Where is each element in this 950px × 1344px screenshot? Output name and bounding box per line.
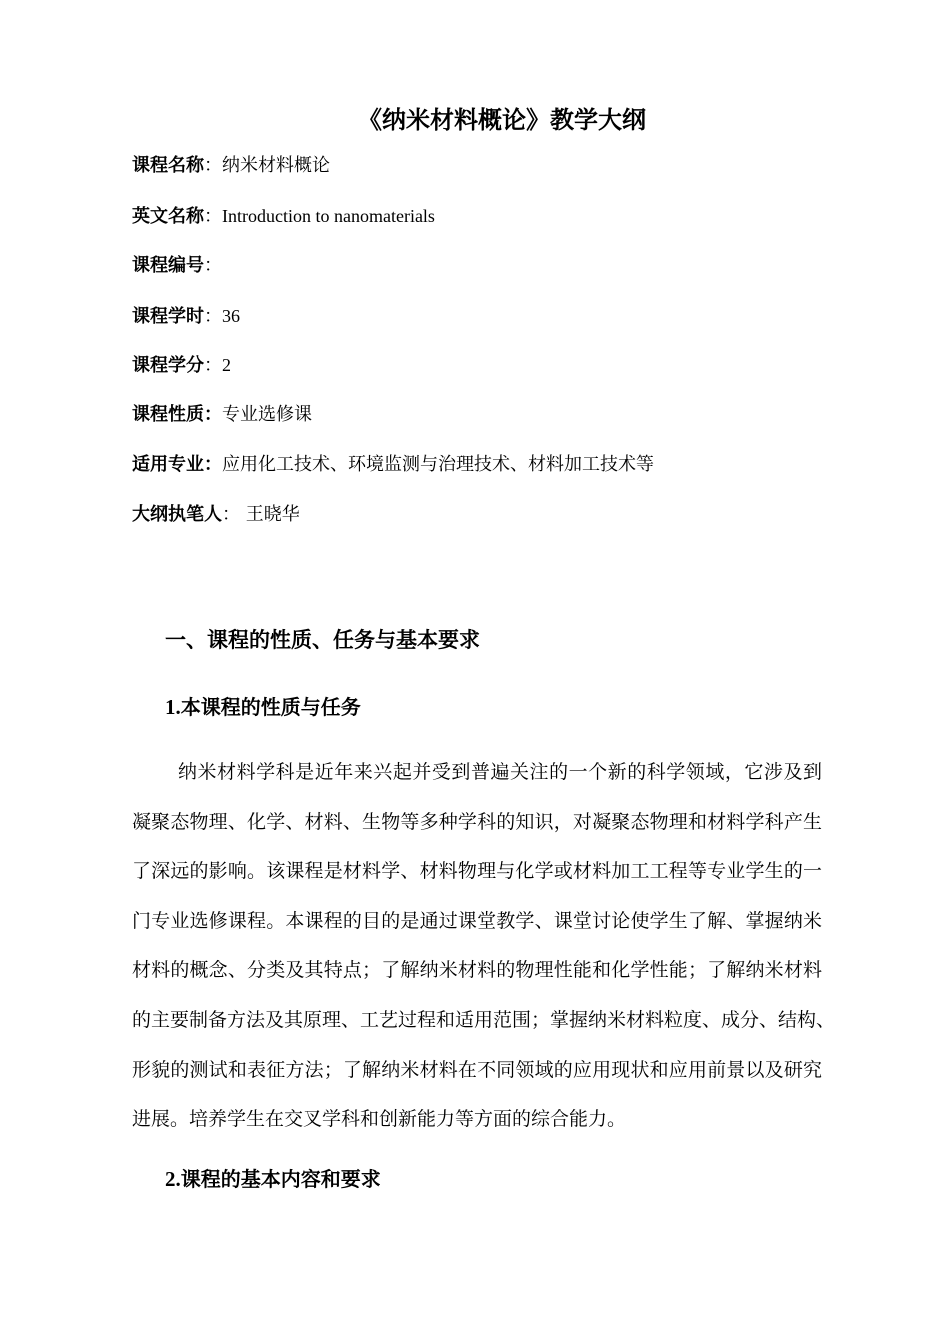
meta-value: 王晓华 [240, 504, 300, 525]
meta-key: 课程学分 [132, 355, 204, 376]
paragraph-line: 凝聚态物理、化学、材料、生物等多种学科的知识，对凝聚态物理和材料学科产生 [132, 810, 822, 833]
meta-separator: ： [204, 404, 222, 425]
subsection-heading-basic-content [165, 1163, 381, 1192]
meta-key: 英文名称 [132, 206, 204, 227]
page-title: 《纳米材料概论》教学大纲 [358, 106, 646, 134]
meta-value: 应用化工技术、环境监测与治理技术、材料加工技术等 [222, 454, 654, 475]
subsection-heading-nature-and-tasks [165, 691, 361, 720]
body-paragraph [132, 748, 836, 1145]
meta-value: 2 [222, 355, 231, 375]
meta-row-course-code [132, 253, 222, 279]
meta-key: 课程编号 [132, 255, 204, 276]
meta-separator: ： [204, 306, 222, 327]
subsection-number: 2. [165, 1167, 181, 1191]
meta-value: 纳米材料概论 [222, 155, 330, 176]
meta-key: 适用专业 [132, 454, 204, 475]
paragraph-line: 纳米材料学科是近年来兴起并受到普遍关注的一个新的科学领域，它涉及到 [178, 761, 822, 783]
paragraph-line: 材料的概念、分类及其特点；了解纳米材料的物理性能和化学性能；了解纳米材料 [132, 959, 822, 982]
subsection-number: 1. [165, 695, 181, 719]
subsection-title: 课程的基本内容和要求 [180, 1167, 381, 1191]
meta-key: 课程性质 [132, 404, 204, 425]
meta-value: 36 [222, 306, 240, 326]
meta-row-course-credits [132, 352, 231, 379]
meta-separator: ： [204, 454, 222, 475]
meta-separator: ： [204, 206, 222, 227]
section-heading: 一、课程的性质、任务与基本要求 [165, 628, 480, 652]
meta-row-course-type [132, 402, 312, 428]
meta-value: 专业选修课 [222, 404, 312, 425]
meta-row-course-hours [132, 303, 240, 330]
meta-separator: ： [204, 255, 222, 276]
paragraph-line: 了深远的影响。该课程是材料学、材料物理与化学或材料加工工程等专业学生的一 [132, 860, 822, 883]
subsection-title: 本课程的性质与任务 [180, 695, 361, 719]
paragraph-line: 的主要制备方法及其原理、工艺过程和适用范围；掌握纳米材料粒度、成分、结构、 [132, 1008, 836, 1031]
meta-row-course-name [132, 153, 330, 179]
meta-separator: ： [204, 155, 222, 176]
paragraph-line: 形貌的测试和表征方法；了解纳米材料在不同领域的应用现状和应用前景以及研究 [132, 1058, 822, 1081]
meta-separator: ： [222, 504, 240, 525]
meta-key: 课程名称 [132, 155, 204, 176]
meta-key: 大纲执笔人 [132, 504, 222, 525]
paragraph-line: 门专业选修课程。本课程的目的是通过课堂教学、课堂讨论使学生了解、掌握纳米 [132, 909, 822, 932]
meta-row-author [132, 502, 300, 528]
meta-separator: ： [204, 355, 222, 376]
meta-key: 课程学时 [132, 306, 204, 327]
paragraph-line: 进展。培养学生在交叉学科和创新能力等方面的综合能力。 [132, 1108, 627, 1131]
meta-row-applicable-majors [132, 452, 654, 478]
meta-value: Introduction to nanomaterials [222, 206, 435, 226]
meta-row-english-name [132, 203, 435, 230]
